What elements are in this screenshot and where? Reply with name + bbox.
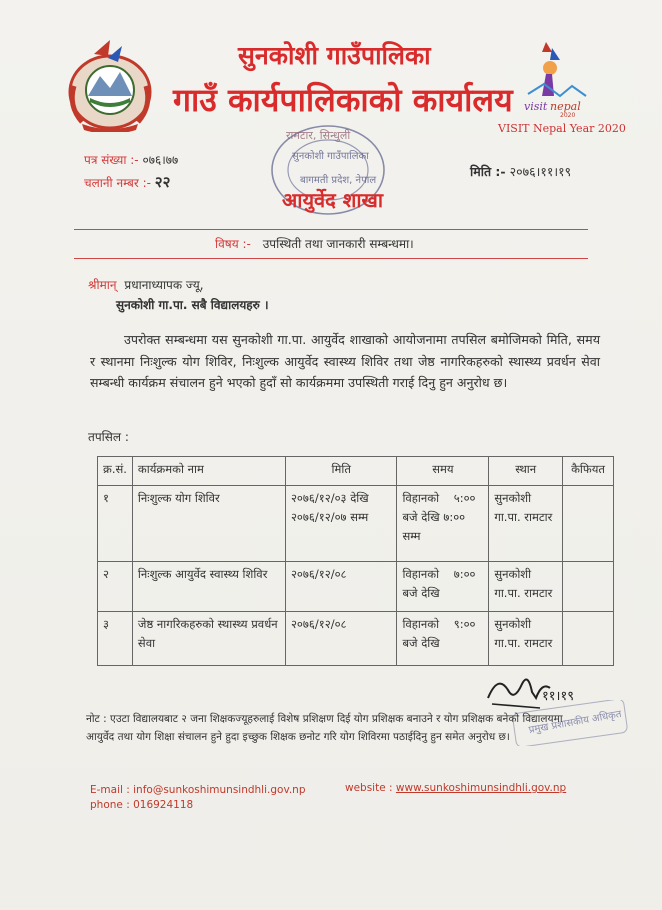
cell-date: २०७६/१२/०८ — [285, 562, 396, 612]
footer-email — [90, 784, 306, 796]
website-label: website : — [345, 782, 393, 794]
place-line1: सुनकोशी — [494, 491, 532, 505]
website-link[interactable]: www.sunkoshimunsindhli.gov.np — [395, 782, 567, 794]
footer-phone — [90, 799, 193, 811]
subject-text: उपस्थिती तथा जानकारी सम्बन्धमा। — [262, 237, 414, 251]
cell-place — [489, 562, 563, 612]
cell-time — [397, 486, 489, 562]
header-remark: कैफियत — [563, 457, 614, 486]
date-start: २०७६/१२/०३ देखि — [290, 491, 369, 505]
time-line1: विहानको ७:०० — [402, 567, 476, 581]
place-line2: गा.पा. रामटार — [494, 636, 553, 650]
cell-remark — [563, 612, 614, 666]
email-label: E-mail : — [90, 784, 130, 796]
cell-sn: ३ — [98, 612, 133, 666]
phone-label: phone : — [90, 799, 130, 811]
place-line2: गा.पा. रामटार — [494, 586, 553, 600]
cell-time — [397, 562, 489, 612]
note-line1: नोट : एउटा विद्यालयबाट २ जना शिक्षकज्यूहरुलाई विशेष प्रशिक्षण दिई योग प्रशिक्षक बनाउने र योग प्रशिक्षक बनेको विद्यालयमा — [86, 713, 563, 725]
cell-place — [489, 486, 563, 562]
letter-number-row — [84, 151, 178, 168]
subject-label: विषय :- — [215, 237, 251, 251]
cell-time — [397, 612, 489, 666]
cell-program: निःशुल्क योग शिविर — [132, 486, 285, 562]
date-end: २०७६/१२/०७ सम्म — [290, 510, 369, 524]
time-line1: विहानको ९:०० — [402, 617, 476, 631]
letter-number-value: ०७६।७७ — [142, 153, 179, 167]
cell-remark — [563, 486, 614, 562]
header-time: समय — [397, 457, 489, 486]
visit-nepal-text: VISIT Nepal Year 2020 — [498, 122, 626, 135]
header-date: मिति — [285, 457, 396, 486]
municipality-name: सुनकोशी गाउँपालिका — [238, 41, 431, 70]
dispatch-number-label: चलानी नम्बर :- — [84, 176, 151, 190]
cell-remark — [563, 562, 614, 612]
time-line1: विहानको ५:०० — [402, 491, 476, 505]
salutation: श्रीमान् — [88, 278, 117, 292]
date-row — [470, 163, 571, 180]
section-name: आयुर्वेद शाखा — [282, 188, 384, 212]
cell-date — [285, 486, 396, 562]
table-header-row — [98, 457, 614, 486]
place-line2: गा.पा. रामटार — [494, 510, 553, 524]
stamp-text-3: सुनकोशी गाउँपालिका — [292, 151, 369, 162]
office-name: गाउँ कार्यपालिकाको कार्यालय — [173, 81, 513, 119]
time-line2: बजे देखि — [402, 586, 440, 600]
cell-sn: २ — [98, 562, 133, 612]
schedule-table — [97, 456, 614, 666]
cell-date: २०७६/१२/०८ — [285, 612, 396, 666]
nepal-emblem-icon — [64, 36, 156, 132]
table-row — [98, 486, 614, 562]
dispatch-number-row — [84, 172, 170, 192]
subject-line — [215, 235, 414, 252]
dispatch-number-value: २२ — [154, 173, 171, 191]
letter-number-label: पत्र संख्या :- — [84, 153, 139, 167]
tapasil-label: तपसिल : — [88, 430, 129, 444]
time-line2: बजे देखि ७:०० — [402, 510, 466, 524]
note-line2: आयुर्वेद तथा योग शिक्षा संचालन हुने हुदा इच्छुक शिक्षक छनोट गरि योग शिविरमा पठाईदिनु हुन समेत अनुरोध छ। — [86, 731, 510, 743]
email-value[interactable]: info@sunkoshimunsindhli.gov.np — [133, 784, 306, 796]
stamp-text-1: रामटार, सिन्धुली — [286, 129, 351, 142]
header-place: स्थान — [489, 457, 563, 486]
cell-program: निःशुल्क आयुर्वेद स्वास्थ्य शिविर — [132, 562, 285, 612]
table-row — [98, 562, 614, 612]
cell-place — [489, 612, 563, 666]
time-line3: सम्म — [402, 529, 421, 543]
date-value: २०७६।११।१९ — [509, 164, 572, 179]
footer-website — [345, 782, 566, 794]
officer-stamp-text: प्रमुख प्रशासकीय अधिकृत — [528, 708, 623, 737]
svg-text:nepal: nepal — [550, 100, 581, 113]
svg-text:2020: 2020 — [560, 112, 576, 118]
place-line1: सुनकोशी — [494, 567, 532, 581]
stamp-text-2: बागमती प्रदेश, नेपाल — [300, 175, 377, 186]
place-line1: सुनकोशी — [494, 617, 532, 631]
date-label: मिति :- — [470, 164, 506, 179]
phone-value: 016924118 — [133, 799, 194, 811]
header-sn: क्र.सं. — [98, 457, 133, 486]
addressee-line2: सुनकोशी गा.पा. सबै विद्यालयहरु । — [116, 298, 269, 312]
svg-text:visit: visit — [524, 100, 548, 113]
addressee-title: प्रधानाध्यापक ज्यू, — [124, 278, 204, 292]
visit-nepal-logo-icon — [520, 38, 590, 118]
cell-program: जेष्ठ नागरिकहरुको स्थास्थ्य प्रवर्धन सेवा — [132, 612, 285, 666]
subject-top-rule — [74, 229, 588, 230]
body-paragraph: उपरोक्त सम्बन्धमा यस सुनकोशी गा.पा. आयुर्वेद शाखाको आयोजनामा तपसिल बमोजिमको मिति, समय र स्थानमा निःशुल्क योग शिविर, निःशुल्क आयुर्वेद स्वास्थ्य शिविर तथा जेष्ठ नागरिकहरुको स्थास्थ्य प्रवर्धन सेवा सम्बन्धी कार्यक्रम संचालन हुने भएको हुदाँ सो कार्यक्रममा उपस्थिती गराई दिनु हुन अनुरोध छ। — [90, 332, 600, 390]
cell-sn: १ — [98, 486, 133, 562]
subject-bottom-rule — [74, 258, 588, 259]
header-program: कार्यक्रमको नाम — [132, 457, 285, 486]
addressee-line1 — [88, 276, 204, 293]
time-line2: बजे देखि — [402, 636, 440, 650]
table-row — [98, 612, 614, 666]
svg-text:११।१९: ११।१९ — [542, 689, 574, 704]
